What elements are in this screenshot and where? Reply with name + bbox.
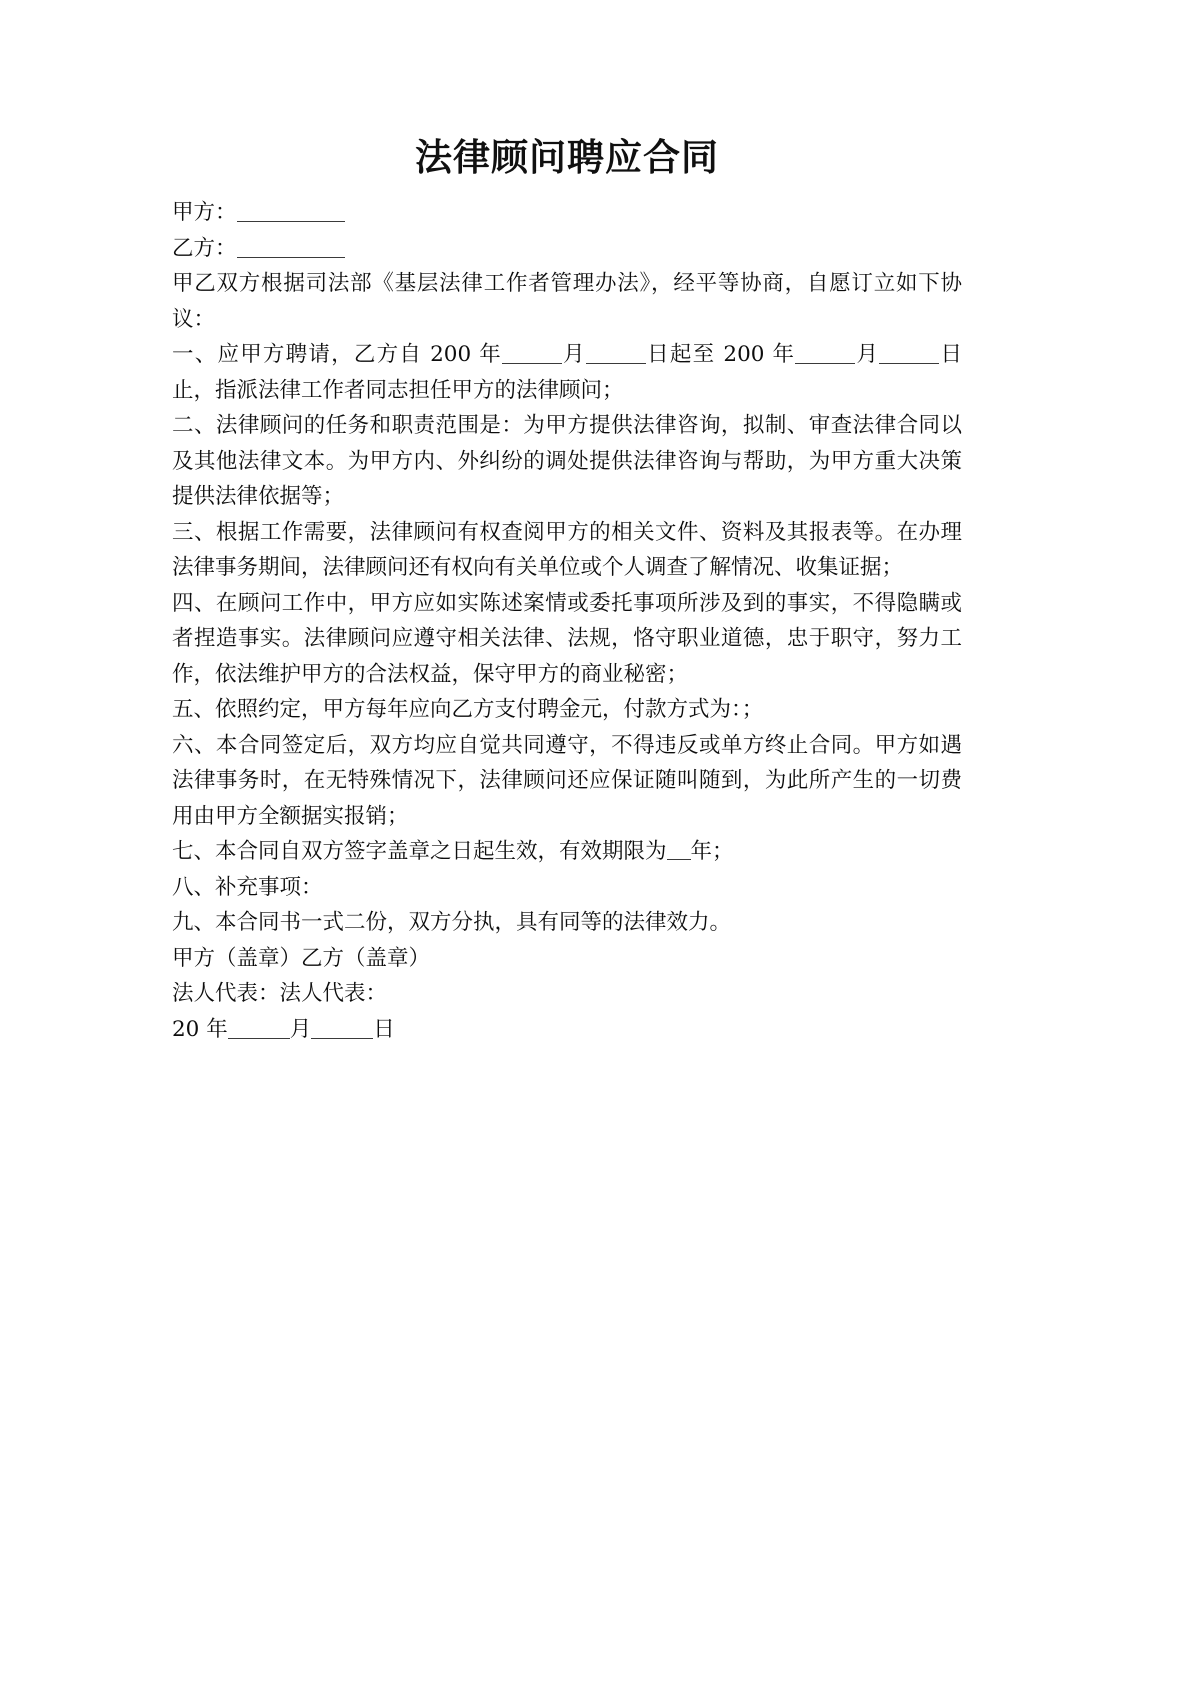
clause-1-mid1: 月 xyxy=(561,342,586,368)
clause-2: 二、法律顾问的任务和职责范围是：为甲方提供法律咨询，拟制、审查法律合同以及其他法律文本。为甲方内、外纠纷的调处提供法律咨询与帮助，为甲方重大决策提供法律依据等； xyxy=(172,413,962,510)
clause-1-mid4: 日止，指派法律工作者同志担任甲方的法律顾问； xyxy=(172,342,962,403)
signature-day-blank[interactable] xyxy=(311,1038,373,1039)
party-b-blank[interactable] xyxy=(237,257,345,258)
date-month-label: 月 xyxy=(289,1016,312,1042)
party-a-blank[interactable] xyxy=(237,221,345,222)
clause-1-prefix: 一、应甲方聘请，乙方自 200 年 xyxy=(172,342,502,368)
clause-1-day-blank-1[interactable] xyxy=(586,363,646,364)
clause-1-mid2: 日起至 200 年 xyxy=(645,342,796,368)
clause-1-month-blank-1[interactable] xyxy=(502,363,562,364)
clause-9: 九、本合同书一式二份，双方分执，具有同等的法律效力。 xyxy=(172,910,732,936)
signature-date-line xyxy=(172,1012,962,1048)
signature-month-blank[interactable] xyxy=(228,1038,290,1039)
clause-6: 六、本合同签定后，双方均应自觉共同遵守，不得违反或单方终止合同。甲方如遇法律事务时，在无特殊情况下，法律顾问还应保证随叫随到，为此所产生的一切费用由甲方全额据实报销； xyxy=(172,732,962,829)
party-b-label: 乙方： xyxy=(172,235,237,261)
page-title: 法律顾问聘应合同 xyxy=(415,136,719,179)
clause-7-years-blank[interactable] xyxy=(667,859,691,860)
clause-5: 五、依照约定，甲方每年应向乙方支付聘金元，付款方式为：； xyxy=(172,697,764,723)
party-b-line xyxy=(172,231,962,267)
clause-7-suffix: 年； xyxy=(690,839,734,865)
clause-3: 三、根据工作需要，法律顾问有权查阅甲方的相关文件、资料及其报表等。在办理法律事务期间，法律顾问还有权向有关单位或个人调查了解情况、收集证据； xyxy=(172,519,962,581)
clause-4: 四、在顾问工作中，甲方应如实陈述案情或委托事项所涉及到的事实，不得隐瞒或者捏造事实。法律顾问应遵守相关法律、法规，恪守职业道德，忠于职守，努力工作，依法维护甲方的合法权益，保守甲方的商业秘密； xyxy=(172,590,962,687)
date-prefix: 20 年 xyxy=(172,1016,228,1042)
party-a-label: 甲方： xyxy=(172,200,237,226)
date-day-label: 日 xyxy=(373,1016,395,1042)
preamble-paragraph: 甲乙双方根据司法部《基层法律工作者管理办法》，经平等协商，自愿订立如下协议： xyxy=(172,271,962,332)
clause-1 xyxy=(172,337,962,408)
clause-8: 八、补充事项： xyxy=(172,874,323,900)
clause-7-prefix: 七、本合同自双方签字盖章之日起生效，有效期限为 xyxy=(172,839,667,865)
legal-representative-line: 法人代表：法人代表： xyxy=(172,981,388,1007)
document-body xyxy=(172,135,962,1047)
clause-7 xyxy=(172,834,962,870)
clause-1-day-blank-2[interactable] xyxy=(879,363,939,364)
clause-1-mid3: 月 xyxy=(855,342,880,368)
party-a-line xyxy=(172,195,962,231)
seal-line: 甲方（盖章）乙方（盖章） xyxy=(172,945,431,971)
clause-1-month-blank-2[interactable] xyxy=(795,363,855,364)
